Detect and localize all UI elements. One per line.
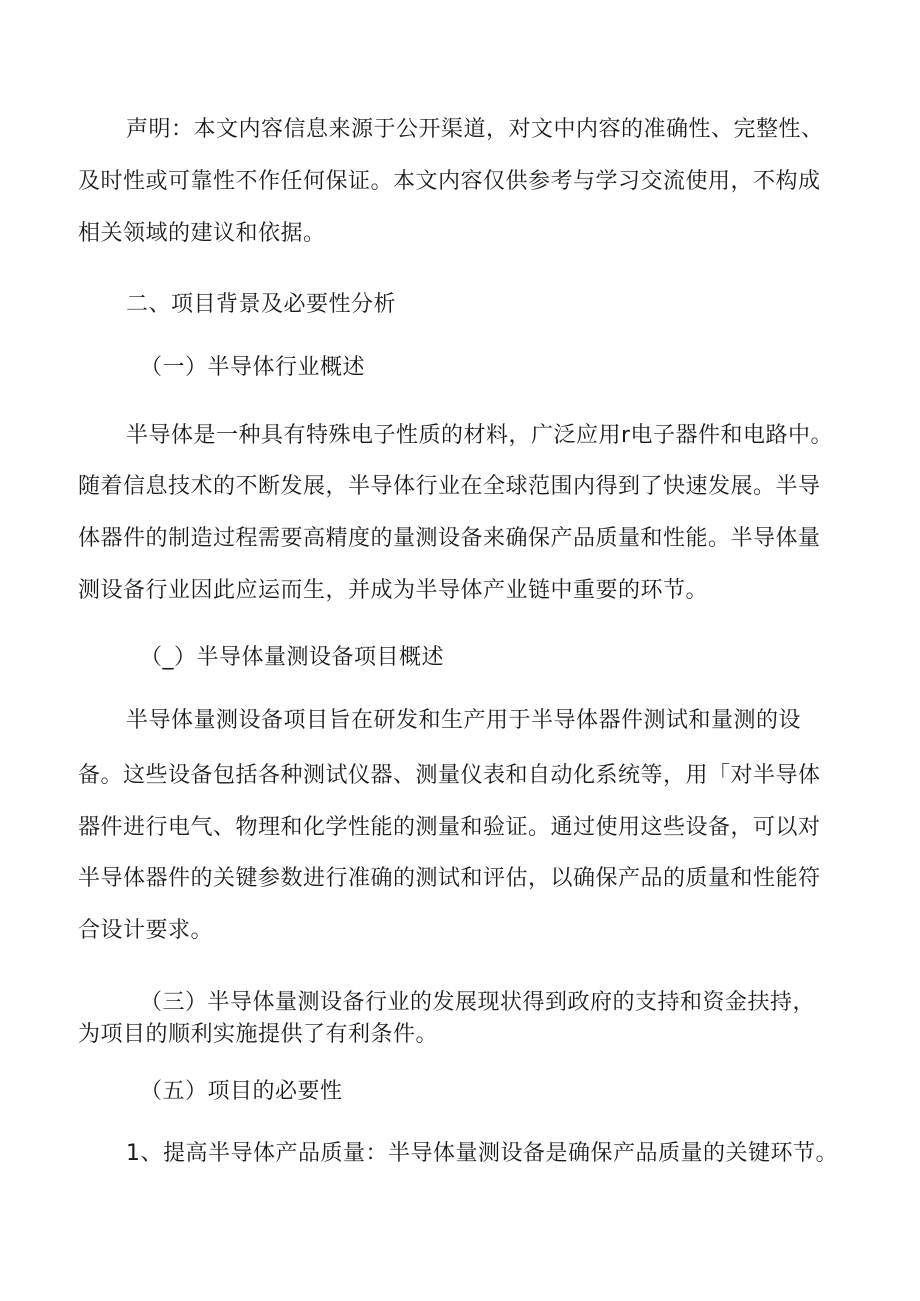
subsection-3-line-1: （三）半导体量测设备行业的发展现状得到政府的支持和资金扶持，	[140, 990, 816, 1015]
subsection-2-line-2: 备。这些设备包括各种测试仪器、测量仪表和自动化系统等，用「对半导体	[78, 763, 821, 788]
subsection-1-line-2: 随着信息技术的不断发展，半导体行业在全球范围内得到了快速发展。半导	[78, 474, 821, 499]
subsection-1-line-1: 半导体是一种具有特殊电子性质的材料，广泛应用r电子器件和电路中。	[126, 423, 834, 448]
subsection-5-item-1: 1、提高半导体产品质量：半导体量测设备是确保产品质量的关键环节。	[126, 1141, 838, 1166]
subsection-2-line-5: 合设计要求。	[78, 918, 214, 943]
disclaimer-line-2: 及时性或可靠性不作任何保证。本文内容仅供参考与学习交流使用，不构成	[78, 169, 821, 194]
subsection-2-line-1: 半导体量测设备项目旨在研发和生产用于半导体器件测试和量测的设	[126, 708, 802, 733]
disclaimer-line-3: 相关领域的建议和依据。	[78, 221, 326, 246]
subsection-2-line-3: 器件进行电气、物理和化学性能的测量和验证。通过使用这些设备，可以对	[78, 815, 821, 840]
subsection-1-line-3: 体器件的制造过程需要高精度的量测设备来确保产品质量和性能。半导体量	[78, 526, 821, 551]
subsection-2-line-4: 半导体器件的关键参数进行准确的测试和评估，以确保产品的质量和性能符	[78, 866, 821, 891]
subsection-1-line-4: 测设备行业因此应运而生，并成为半导体产业链中重要的环节。	[78, 578, 709, 603]
disclaimer-line-1: 声明：本文内容信息来源于公开渠道，对文中内容的准确性、完整性、	[126, 117, 824, 142]
subsection-2-heading: （_）半导体量测设备项目概述	[140, 645, 445, 670]
section-heading: 二、项目背景及必要性分析	[126, 292, 397, 317]
subsection-3-line-2: 为项目的顺利实施提供了有利条件。	[78, 1022, 439, 1047]
subsection-1-heading: （一）半导体行业概述	[140, 355, 366, 380]
subsection-5-heading: （五）项目的必要性	[140, 1079, 343, 1104]
